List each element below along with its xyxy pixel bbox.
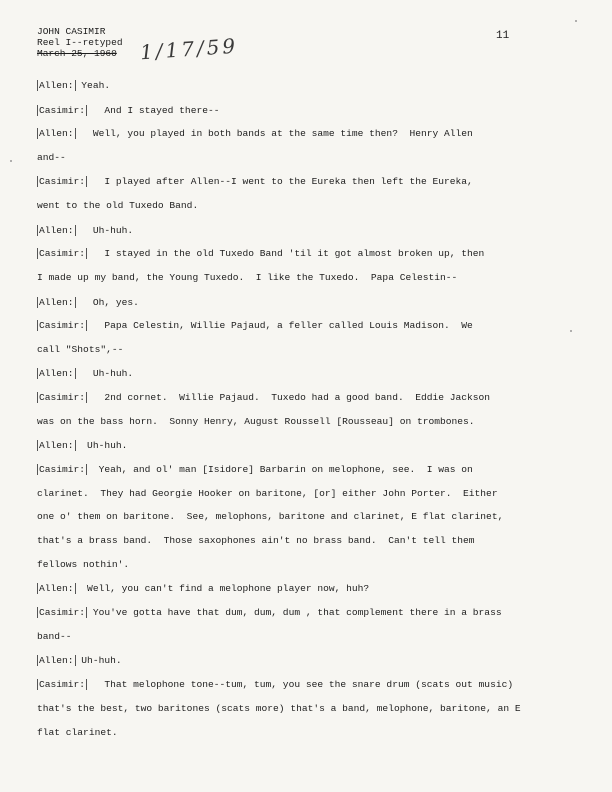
speaker-label: Casimir:	[39, 105, 86, 116]
line-text: 2nd cornet. Willie Pajaud. Tuxedo had a good band. Eddie Jackson	[87, 392, 491, 403]
line-text: clarinet. They had Georgie Hooker on baritone, [or] either John Porter. Either	[37, 488, 498, 499]
transcript-line	[37, 416, 475, 427]
scan-speck	[10, 160, 12, 162]
handwritten-date: 1/17/59	[139, 33, 239, 65]
speaker-label: Allen:	[39, 297, 74, 308]
line-text: Well, you played in both bands at the same time then? Henry Allen	[75, 128, 473, 139]
line-text: Uh-huh.	[75, 440, 128, 451]
transcript-line	[37, 225, 133, 236]
interviewee-name: JOHN CASIMIR	[37, 26, 106, 37]
line-text: call "Shots",--	[37, 344, 124, 355]
line-text: one o' them on baritone. See, melophons, baritone and clarinet, E flat clarinet,	[37, 511, 504, 522]
transcript-line	[37, 655, 122, 666]
speaker-label: Casimir:	[39, 392, 86, 403]
transcript-line	[37, 488, 498, 499]
line-text: Uh-huh.	[75, 368, 134, 379]
line-text: and--	[37, 152, 66, 163]
transcript-line	[37, 297, 139, 308]
line-text: You've gotta have that dum, dum, dum , that complement there in a brass	[87, 607, 502, 618]
line-text: Yeah.	[75, 80, 111, 91]
page-number: 11	[496, 30, 510, 42]
speaker-label: Casimir:	[39, 320, 86, 331]
speaker-label: Casimir:	[39, 464, 86, 475]
line-text: And I stayed there--	[87, 105, 220, 116]
line-text: I stayed in the old Tuxedo Band 'til it got almost broken up, then	[87, 248, 485, 259]
transcript-line	[37, 727, 118, 738]
speaker-label: Allen:	[39, 128, 74, 139]
speaker-label: Casimir:	[39, 607, 86, 618]
transcript-line	[37, 200, 198, 211]
reel-label: Reel I--retyped	[37, 37, 123, 48]
transcript-line	[37, 128, 473, 139]
transcript-line	[37, 80, 110, 91]
transcript-line	[37, 105, 219, 116]
transcript-line	[37, 583, 369, 594]
transcript-line	[37, 152, 66, 163]
transcript-line	[37, 248, 484, 259]
transcript-line	[37, 392, 490, 403]
line-text: I made up my band, the Young Tuxedo. I like the Tuxedo. Papa Celestin--	[37, 272, 458, 283]
speaker-label: Allen:	[39, 368, 74, 379]
transcript-line	[37, 368, 133, 379]
transcript-line	[37, 176, 473, 187]
line-text: Papa Celestin, Willie Pajaud, a feller called Louis Madison. We	[87, 320, 473, 331]
scan-speck	[575, 20, 577, 22]
speaker-label: Allen:	[39, 440, 74, 451]
line-text: band--	[37, 631, 72, 642]
transcript-line	[37, 511, 503, 522]
transcript-line	[37, 631, 72, 642]
line-text: Uh-huh.	[75, 655, 122, 666]
speaker-label: Casimir:	[39, 679, 86, 690]
speaker-label: Allen:	[39, 655, 74, 666]
typed-date: March 25, 1960	[37, 48, 117, 59]
speaker-label: Allen:	[39, 80, 74, 91]
transcript-line	[37, 272, 457, 283]
line-text: went to the old Tuxedo Band.	[37, 200, 199, 211]
transcript-line	[37, 679, 513, 690]
line-text: Well, you can't find a melophone player now, huh?	[75, 583, 370, 594]
scan-speck	[570, 330, 572, 332]
line-text: was on the bass horn. Sonny Henry, August Roussell [Rousseau] on trombones.	[37, 416, 475, 427]
page-header	[37, 26, 123, 59]
transcript-line	[37, 344, 123, 355]
transcript-line	[37, 535, 475, 546]
line-text: Yeah, and ol' man [Isidore] Barbarin on melophone, see. I was on	[87, 464, 473, 475]
line-text: fellows nothin'.	[37, 559, 130, 570]
speaker-label: Allen:	[39, 225, 74, 236]
line-text: Oh, yes.	[75, 297, 139, 308]
transcript-line	[37, 607, 502, 618]
transcript-line	[37, 440, 127, 451]
transcript-line	[37, 703, 521, 714]
speaker-label: Casimir:	[39, 176, 86, 187]
line-text: that's the best, two baritones (scats more) that's a band, melophone, baritone, an E	[37, 703, 521, 714]
line-text: Uh-huh.	[75, 225, 134, 236]
speaker-label: Allen:	[39, 583, 74, 594]
line-text: That melophone tone--tum, tum, you see the snare drum (scats out music)	[87, 679, 514, 690]
line-text: flat clarinet.	[37, 727, 118, 738]
line-text: that's a brass band. Those saxophones ain't no brass band. Can't tell them	[37, 535, 475, 546]
speaker-label: Casimir:	[39, 248, 86, 259]
transcript-line	[37, 559, 129, 570]
transcript-line	[37, 464, 473, 475]
transcript-line	[37, 320, 473, 331]
line-text: I played after Allen--I went to the Eureka then left the Eureka,	[87, 176, 473, 187]
